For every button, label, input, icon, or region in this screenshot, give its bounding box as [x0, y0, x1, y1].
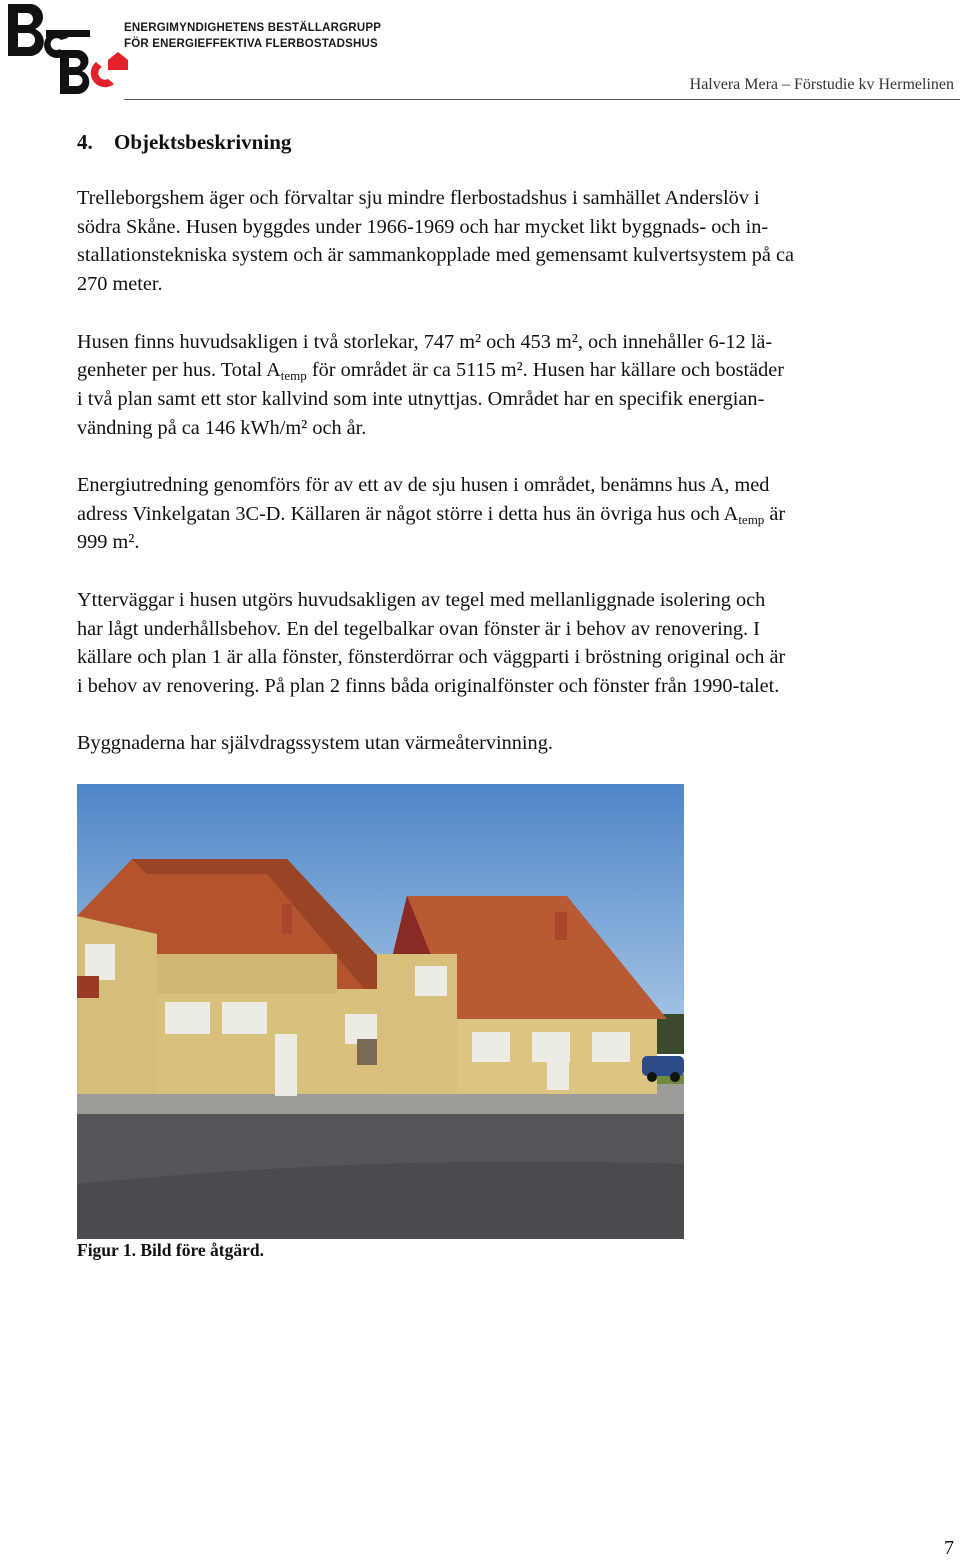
- text-line: vändning på ca 146 kWh/m² och år.: [77, 416, 367, 439]
- paragraph-1: [77, 184, 949, 299]
- header-rule: [124, 99, 960, 100]
- text-line: 270 meter.: [77, 273, 163, 296]
- building-photo: [77, 784, 684, 1239]
- house-left-wall: [77, 916, 157, 1094]
- bebo-logo: [0, 0, 130, 96]
- text-line: har lågt underhållsbehov. En del tegelbalkar ovan fönster är i behov av renovering. I: [77, 617, 760, 640]
- logo-text: BeBo: [0, 0, 3, 1]
- text-line: genheter per hus. Total $A_{temp}$ för området är ca 5115 m². Husen har källare och bostäder: [77, 359, 785, 384]
- text-line: 999 m².: [77, 531, 140, 554]
- paragraph-5: [77, 729, 949, 758]
- text-line: södra Skåne. Husen byggdes under 1966-1969 och har mycket likt byggnads- och in-: [77, 215, 769, 238]
- subscript-temp: temp: [738, 511, 765, 527]
- page-number: 7: [944, 1537, 954, 1559]
- text-line: källare och plan 1 är alla fönster, fönsterdörrar och väggparti i bröstning original och är: [77, 646, 786, 669]
- org-line-2: FÖR ENERGIEFFEKTIVA FLERBOSTADSHUS: [124, 38, 378, 50]
- text-line: Byggnaderna har självdragssystem utan värmeåtervinning.: [77, 732, 553, 755]
- section-heading: [77, 130, 291, 155]
- org-line-1: ENERGIMYNDIGHETENS BESTÄLLARGRUPP: [124, 22, 382, 34]
- text-line: Energiutredning genomförs för av ett av de sju husen i området, benämns hus A, med: [77, 474, 770, 496]
- section-number: 4.: [77, 130, 93, 154]
- text-line: Trelleborgshem äger och förvaltar sju mindre flerbostadshus i samhället Anderslöv i: [77, 187, 760, 209]
- text-line: Ytterväggar i husen utgörs huvudsakligen av tegel med mellanliggnade isolering och: [77, 588, 766, 611]
- chimney: [555, 912, 567, 940]
- subscript-temp: temp: [280, 368, 307, 384]
- paragraph-4: [77, 586, 949, 701]
- paragraph-3: [77, 471, 949, 557]
- paragraph-2: [77, 328, 949, 443]
- running-title: Halvera Mera – Förstudie kv Hermelinen: [689, 76, 954, 93]
- figure-caption: Figur 1. Bild före åtgärd.: [77, 1240, 264, 1260]
- body-text: [77, 184, 949, 787]
- organization-name: [124, 20, 381, 52]
- text-line: Husen finns huvudsakligen i två storlekar, 747 m² och 453 m², och innehåller 6-12 lä-: [77, 330, 773, 353]
- text-line: adress Vinkelgatan 3C-D. Källaren är något större i detta hus än övriga hus och $A_{temp}$ är: [77, 502, 786, 527]
- page-header: [0, 0, 960, 100]
- section-title: Objektsbeskrivning: [114, 130, 292, 154]
- text-line: stallationstekniska system och är sammankopplade med gemensamt kulvertsystem på ca: [77, 244, 794, 267]
- text-line: i behov av renovering. På plan 2 finns båda originalfönster och fönster från 1990-talet.: [77, 674, 780, 697]
- text-line: i två plan samt ett stor kallvind som inte utnyttjas. Området har en specifik energian-: [77, 387, 765, 410]
